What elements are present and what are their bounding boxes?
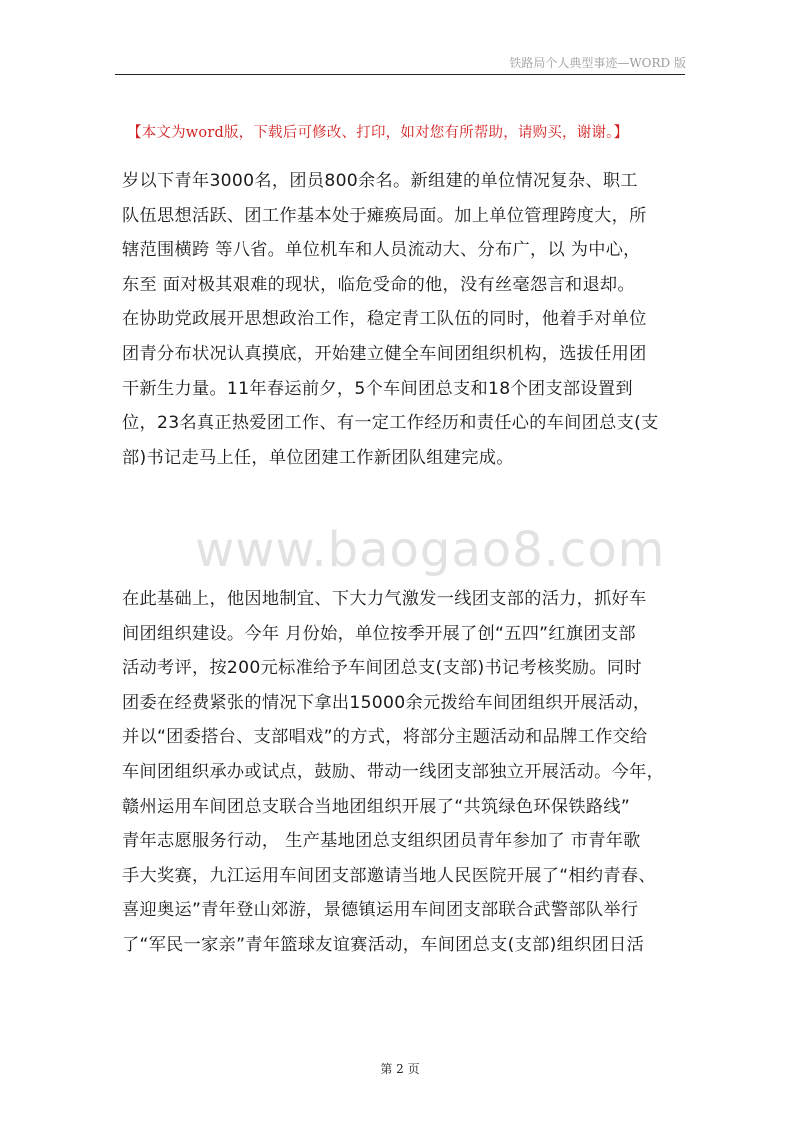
- header-rule: [115, 74, 685, 75]
- paragraph-1: [122, 164, 692, 475]
- text-line: 在此基础上，他因地制宜、下大力气激发一线团支部的活力，抓好车: [122, 589, 647, 609]
- text-line: 部)书记走马上任，单位团建工作新团队组建完成。: [122, 447, 514, 468]
- text-line: 在协助党政展开思想政治工作，稳定青工队伍的同时，他着手对单位: [122, 309, 647, 330]
- text-line: 并以“团委搭台、支部唱戏”的方式，将部分主题活动和品牌工作交给: [122, 727, 648, 748]
- text-line: 团青分布状况认真摸底，开始建立健全车间团组织机构，选拔任用团: [122, 343, 647, 364]
- text-line: 干新生力量。11年春运前夕，5个车间团总支和18个团支部设置到: [122, 378, 633, 399]
- text-line: 活动考评，按200元标准给予车间团总支(支部)书记考核奖励。同时: [122, 658, 642, 679]
- paragraph-2: [122, 582, 692, 963]
- text-line: 喜迎奥运”青年登山郊游，景德镇运用车间团支部联合武警部队举行: [122, 900, 639, 921]
- purchase-notice: 【本文为word版，下载后可修改、打印，如对您有所帮助，请购买，谢谢。】: [127, 125, 629, 141]
- text-line: 队伍思想活跃、团工作基本处于瘫痪局面。加上单位管理跨度大，所: [122, 205, 647, 226]
- watermark: www.baogao8.com: [195, 522, 666, 578]
- text-line: 青年志愿服务行动， 生产基地团总支组织团员青年参加了 市青年歌: [122, 831, 641, 852]
- text-line: 赣州运用车间团总支联合当地团组织开展了“共筑绿色环保铁路线”: [122, 796, 631, 817]
- text-line: 了“军民一家亲”青年篮球友谊赛活动，车间团总支(支部)组织团日活: [122, 934, 645, 955]
- text-line: 团委在经费紧张的情况下拿出15000余元拨给车间团组织开展活动，: [122, 692, 651, 713]
- text-line: 岁以下青年3000名，团员800余名。新组建的单位情况复杂、职工: [122, 171, 638, 191]
- running-header: 铁路局个人典型事迹—WORD 版: [509, 56, 686, 70]
- text-line: 手大奖赛，九江运用车间团支部邀请当地人民医院开展了“相约青春、: [122, 865, 656, 886]
- text-line: 辖范围横跨 等八省。单位机车和人员流动大、分布广，以 为中心，: [122, 240, 641, 261]
- text-line: 间团组织建设。今年 月份始，单位按季开展了创“五四”红旗团支部: [122, 623, 636, 644]
- text-line: 车间团组织承办或试点，鼓励、带动一线团支部独立开展活动。今年，: [122, 761, 665, 782]
- text-line: 东至 面对极其艰难的现状，临危受命的他，没有丝毫怨言和退却。: [122, 274, 635, 295]
- text-line: 位，23名真正热爱团工作、有一定工作经历和责任心的车间团总支(支: [122, 413, 659, 434]
- page-number: 第 2 页: [380, 1062, 420, 1076]
